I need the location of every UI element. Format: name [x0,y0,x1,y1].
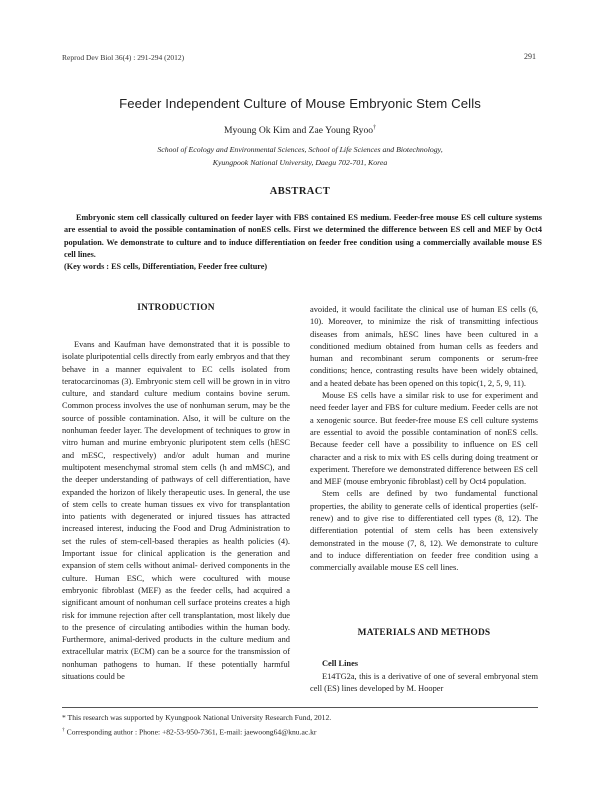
running-head: Reprod Dev Biol 36(4) : 291-294 (2012) [62,53,185,62]
footnote-contact: Corresponding author : Phone: +82-53-950-7361, E-mail: jaewoong64@knu.ac.kr [64,727,317,737]
footnote-mark: † [62,727,65,733]
footnote-corresponding [62,727,316,737]
intro-paragraph-1: Evans and Kaufman have demonstrated that it is possible to isolate pluripotential cells directly from early embryos and that they behave in a manner equivalent to EC cells isolated from teratocarcinomas (3). Embryonic stem cell will be grown in in vitro culture, and standard culture medium contains bovine serum. Common process involves the use of nonhuman serum, may be the source of possible contamination. Also, it will be culture on the nonhuman feeder layer. The development of techniques to grow in vitro human and murine embryonic pluripotent stem cells (hESC and mESC, respectively) and/or adult human and murine multipotent mesenchymal stromal stem cells (h and mMSC), and the deeper understanding of pathways of cell differentiation, have expanded the horizon of likely therapeutic uses. In general, the use of stem cells to create human tissues ex vivo for transplantation into patients with degenerated or injured tissues has attracted increased interest, inducing the Food and Drug Administration to set the rules of stem-cell-based therapies as health policies (4). Important issue for clinical application is the generation and expansion of stem cells without animal- derived components in the culture. Human ESC, which were cocultured with mouse embryonic fibroblast (MEF) as the feeder cells, had acquired a significant amount of nonhuman cell surface proteins creates a high risk for immune rejection after cell transplantation, most likely due to the presence of circulating antibodies within the human body. Furthermore, animal-derived products in the culture medium and extracellular matrix (ECM) can be a source for the transmission of nonhuman pathogens to human. If these potentially harmful situations could be [62,340,290,682]
page-number: 291 [524,52,536,61]
affiliation-line-1: School of Ecology and Environmental Sciences, School of Life Sciences and Biotechnology, [157,145,443,154]
paragraph-stem-cells: Stem cells are defined by two fundamental functional properties, the ability to generate cells of identical properties (self-renew) and to give rise to differentiated cell types (8, 12). The differentiation potential of stem cells has been extensively demonstrated in the mouse (7, 8, 12). We demonstrate to culture and to induce differentiation on feeder free condition using a commercially available mouse ES cell lines. [310,489,538,573]
keywords: (Key words : ES cells, Differentiation, Feeder free culture) [64,262,268,271]
abstract-body [64,212,542,262]
introduction-heading: INTRODUCTION [137,303,215,313]
author-line [0,125,600,136]
cell-lines-text: E14TG2a, this is a derivative of one of several embryonal stem cell (ES) lines developed by M. Hooper [310,672,538,694]
cell-lines-section [310,671,538,696]
footnote-rule [62,707,538,708]
affiliation [0,143,600,169]
paper-title: Feeder Independent Culture of Mouse Embryonic Stem Cells [119,96,481,111]
footnote-funding: * This research was supported by Kyungpook National University Research Fund, 2012. [62,713,332,722]
authors: Myoung Ok Kim and Zae Young Ryoo [223,125,374,137]
left-column [62,339,290,683]
abstract-heading: ABSTRACT [269,186,331,197]
continued-paragraph: avoided, it would facilitate the clinical use of human ES cells (6, 10). Moreover, to minimize the risk of transmitting infectious diseases from animals, hESC lines have been cultured in a conditioned medium obtained from human cells as feeders and human and recombinant serum components or serum-free conditions; hence, contrasting results have been widely obtained, and a heated debate has been opened on this topic(1, 2, 5, 9, 11). [310,305,538,388]
abstract-text: Embryonic stem cell classically cultured on feeder layer with FBS contained ES medium. Feeder-free mouse ES cell culture systems are essential to avoid the possible contamination of nonES cells. First we determined the difference between ES cell and MEF by Oct4 population. We demonstrate to culture and to induce differentiation on feeder free condition using a commercially available mouse ES cell lines. [64,213,542,260]
affiliation-line-2: Kyungpook National University, Daegu 702-701, Korea [212,158,388,167]
methods-heading: MATERIALS AND METHODS [357,628,491,638]
cell-lines-heading: Cell Lines [322,659,359,668]
corresponding-mark: † [373,125,377,131]
right-column [310,304,538,575]
paragraph-mouse-es: Mouse ES cells have a similar risk to use for experiment and need feeder layer and FBS for culture medium. Feeder cells are not a xenogenic source. But feeder-free mouse ES cell culture systems are essential to avoid the possible contamination of nonES cells. Because feeder cell have a possibility to influence on ES cell character and a risk to mix with ES cells during doing treatment or experiment. Therefore we demonstrated difference between ES cell and MEF (mouse embryonic fibroblast) cell by Oct4 population. [310,391,538,487]
